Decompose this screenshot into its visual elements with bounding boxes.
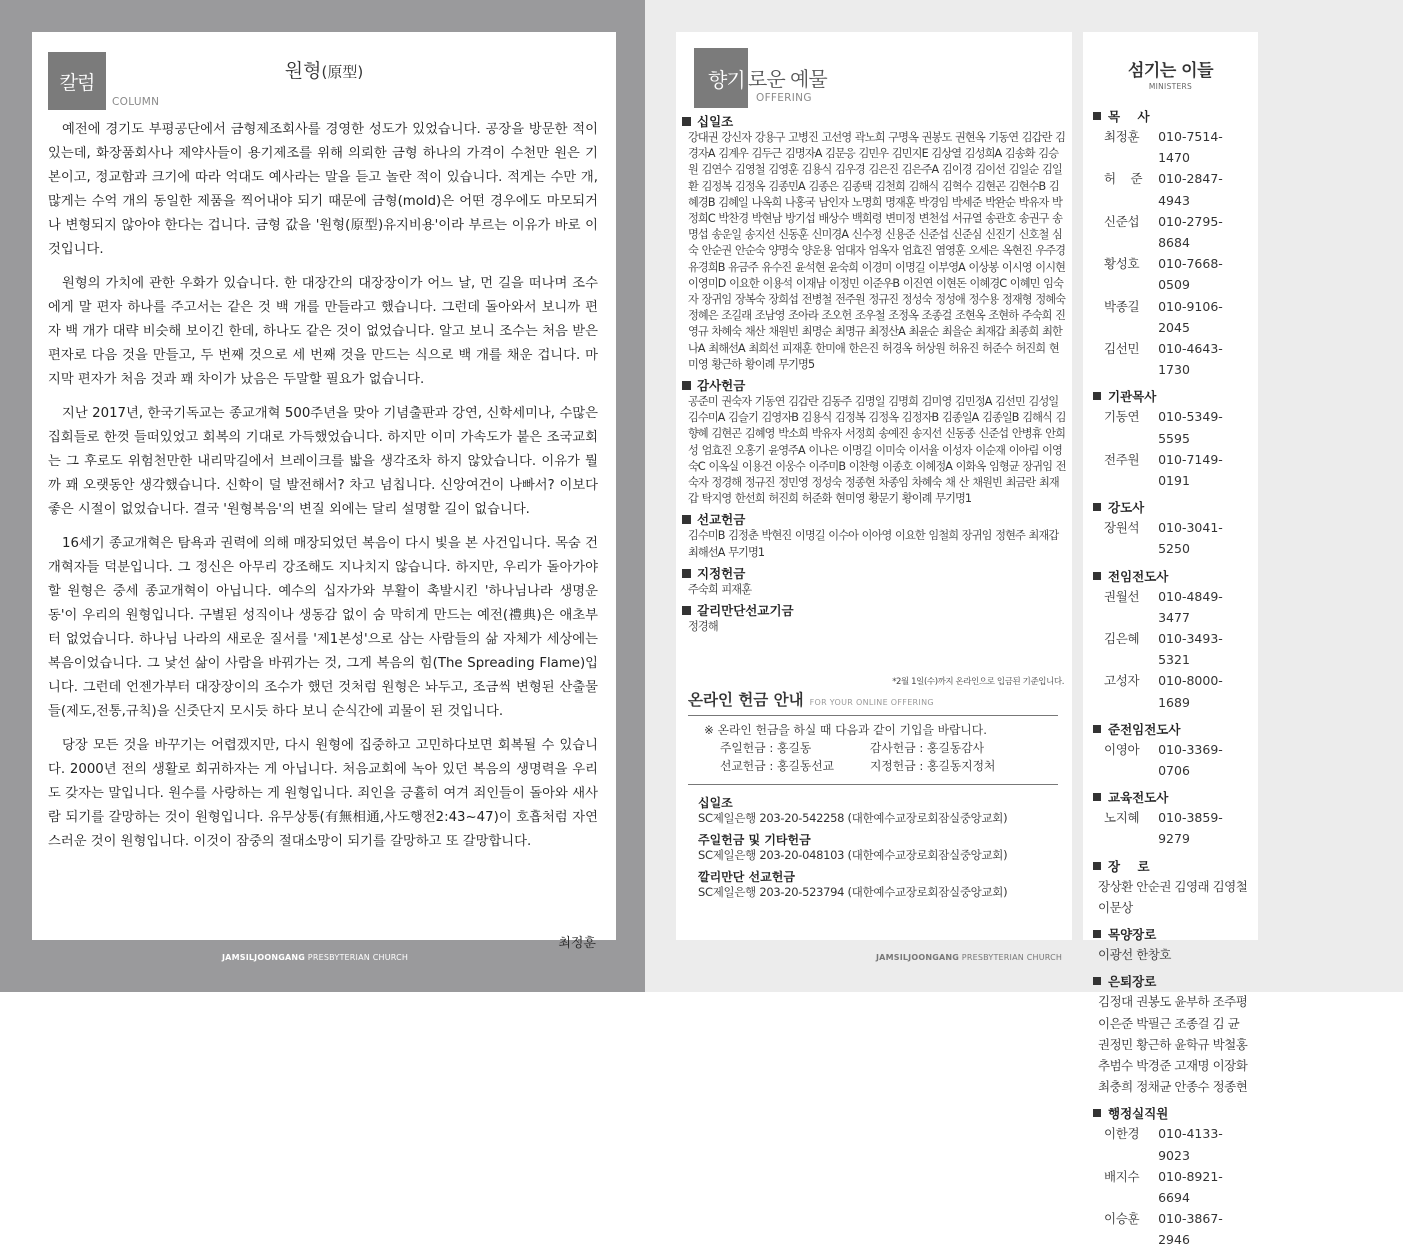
minister-phone: 010-7514-1470 xyxy=(1158,129,1223,166)
minister-phone: 010-4133-9023 xyxy=(1158,1126,1223,1163)
footer-bold: JAMSILJOONGANG xyxy=(876,953,960,962)
offering-group-names: 정경해 xyxy=(688,620,718,634)
footer-left xyxy=(222,953,408,962)
minister-name: 장원석 xyxy=(1104,520,1140,536)
role-label: 전임전도사 xyxy=(1108,568,1169,584)
account-title: 십일조 xyxy=(698,796,733,810)
account-number: SC제일은행 203-20-523794 (대한예수교장로회잠실중앙교회) xyxy=(698,885,1008,899)
online-title-text: 온라인 헌금 안내 xyxy=(688,691,804,709)
offering-group-names: 강대권 강신자 강용구 고병진 고선영 곽노희 구명옥 권봉도 권현옥 기동연 김갑란 김경자A 김계우 김두근 김명자A 김문응 김민우 김민지E 김상열 김성희A 김송화 김승원 김연수 김영철 김영훈 김용식 김우경 김은진 김은주A 김이경 김이선 김일순 김일환 김정복 김정옥 김종민A 김종은 김종택 김천희 김해식 김혁수 김현곤 김현수B 김혜경B 김혜일 나옥희 나홍국 남인자 노명희 명재훈 박경임 박세준 박완순 박유자 박정희C 박찬경 박현남 방기섭 배상수 백희령 변미정 변천섭 서규열 송관호 송권구 송명섭 송운일 송지선 신동훈 신미경A 신수정 신용준 신준섭 신준심 신진기 신호철 심숙 안순권 안순숙 양명숙 양운용 엄대자 엄옥자 엄효진 염영훈 오세은 옥현진 우주경 유경희B 유금주 유수진 윤석현 윤숙희 이경미 이명길 이부영A 이상봉 이시영 이시현 이영미D 이요한 이용석 이재남 이정민 이준우B 이진연 이현돈 이혜경C 이혜민 임숙자 장귀임 장복숙 장희섭 전병철 전주원 정규진 정성숙 정성애 정수용 정재형 정혜숙 정혜은 조길래 조남영 조아라 조오헌 조우철 조정옥 조종걸 조현옥 조현하 주숙희 진영규 차혜숙 채산 채원빈 최명순 최명규 최정산A 최윤순 최을순 최재갑 최종희 최한나A 최해선A 최희선 피재훈 한미애 한은진 허경옥 허상원 허유진 허준수 허진희 현미영 황근하 황이례 무기명5 xyxy=(688,131,1066,371)
offering-group-heading xyxy=(682,603,1066,619)
bullet-square-icon xyxy=(1093,572,1101,580)
minister-name: 박종길 xyxy=(1104,298,1140,314)
minister-name: 최정훈 xyxy=(1104,129,1140,144)
minister-entry xyxy=(1093,670,1253,712)
minister-phone: 010-3041-5250 xyxy=(1158,520,1223,557)
offering-group-label: 지정헌금 xyxy=(697,565,746,581)
paragraph: 지난 2017년, 한국기독교는 종교개혁 500주년을 맞아 기념출판과 강연, 신학세미나, 수많은 집회들로 한껏 들떠있었고 회복의 기대로 가득했었습니다. 하지만 이미 가속도가 붙은 조국교회는 그 후로도 위험천만한 내리막길에서 브레이크를 밟을 생각조차 하지 않았습니다. 이유가 뭘까 꽤 오랫동안 생각했습니다. 신학이 덜 발전해서? 차고 넘칩니다. 신앙여건이 나빠서? 이보다 좋은 시절이 없었습니다. 결국 '원형복음'의 변질 외에는 달리 설명할 길이 없습니다. xyxy=(48,406,598,517)
minister-name: 배지수 xyxy=(1104,1168,1140,1184)
online-item: 주일헌금 : 홍길동 xyxy=(720,741,812,755)
minister-name: 전주원 xyxy=(1104,451,1140,467)
minister-entry xyxy=(1093,628,1253,670)
minister-entry xyxy=(1093,807,1253,849)
online-row xyxy=(704,739,1058,757)
title-rest: 로운 예물 xyxy=(748,67,827,91)
paragraph: 16세기 종교개혁은 탐욕과 권력에 의해 매장되었던 복음이 다시 빛을 본 사건입니다. 목숨 건 개혁자들 덕분입니다. 그 정신은 아무리 강조해도 지나치지 않습니다. 하지만, 우리가 돌아가야 할 원형은 중세 종교개혁이 아닙니다. 예수의 십자가와 부활이 촉발시킨 '하나님나라 생명운동'이 우리의 원형입니다. 구별된 성직이나 생동감 없이 숨 막히게 만드는 예전(禮典)은 애초부터 없었습니다. 하나님 나라의 새로운 질서를 '제1본성'으로 삼는 사람들의 삶 자체가 세상에는 복음이었습니다. 그 낯선 삶이 사람을 바꿔가는 것, 그게 복음의 힘(The Spreading Flame)입니다. 그런데 언젠가부터 대장장이의 조수가 했던 것처럼 원형은 놔두고, 조금씩 변형된 산출물들(제도,전통,규칙)을 신줏단지 모시듯 하다 보니 순식간에 괴물이 된 것입니다. xyxy=(48,536,598,719)
offering-group-heading xyxy=(682,566,1066,582)
role-label: 은퇴장로 xyxy=(1108,974,1157,990)
title-hanja: (原型) xyxy=(321,63,364,81)
minister-entry xyxy=(1093,586,1253,628)
minister-entry xyxy=(1093,1166,1253,1208)
role-heading xyxy=(1093,388,1253,406)
offering-sub: OFFERING xyxy=(756,92,812,104)
title-dark: 향기 xyxy=(708,67,745,92)
offering-group-label: 선교헌금 xyxy=(697,512,746,528)
minister-phone: 010-7149-0191 xyxy=(1158,451,1223,489)
elder-names: 장상환 안순권 김영래 김영철 이문상 xyxy=(1098,878,1248,915)
online-item: 지정헌금 : 홍길동지정처 xyxy=(870,759,996,773)
minister-entry xyxy=(1093,406,1253,448)
minister-entry xyxy=(1093,211,1253,253)
minister-phone: 010-5349-5595 xyxy=(1158,409,1223,446)
bullet-square-icon xyxy=(682,515,691,524)
offering-group-label: 감사헌금 xyxy=(697,378,746,394)
minister-phone: 010-4849-3477 xyxy=(1158,588,1223,625)
role-heading xyxy=(1093,568,1253,586)
elder-names: 김정대 권봉도 윤부하 조주평 이은준 박필근 조종걸 김 균 권정민 황근하 윤학규 박철홍 추범수 박경준 고재명 이장화 최충희 정채균 안종수 정종현 xyxy=(1098,994,1248,1095)
bullet-square-icon xyxy=(682,381,691,390)
role-heading xyxy=(1093,858,1253,876)
minister-name: 이영아 xyxy=(1104,741,1140,757)
offering-group-heading xyxy=(682,114,1066,130)
minister-entry xyxy=(1093,1208,1253,1250)
minister-phone: 010-7668-0509 xyxy=(1158,256,1223,293)
footer-right xyxy=(876,953,1062,962)
offering-groups xyxy=(682,112,1066,640)
bullet-square-icon xyxy=(682,606,691,615)
minister-name: 황성호 xyxy=(1104,256,1140,272)
minister-name: 이한경 xyxy=(1104,1126,1140,1142)
minister-entry xyxy=(1093,296,1253,338)
footer-rest: PRESBYTERIAN CHURCH xyxy=(959,953,1063,962)
ministers-sub: MINISTERS xyxy=(1148,82,1193,91)
section-sub: COLUMN xyxy=(112,96,160,108)
minister-entry xyxy=(1093,126,1253,168)
online-offering xyxy=(688,688,1058,900)
bullet-square-icon xyxy=(1093,1109,1101,1117)
offering-group-heading xyxy=(682,512,1066,528)
account-number: SC제일은행 203-20-542258 (대한예수교장로회잠실중앙교회) xyxy=(698,811,1008,825)
offering-group-label: 십일조 xyxy=(697,114,734,129)
minister-name: 허 준 xyxy=(1104,171,1143,187)
section-label: 칼럼 xyxy=(59,71,95,94)
bullet-square-icon xyxy=(1093,977,1101,985)
divider xyxy=(688,784,1058,785)
online-title xyxy=(688,688,1058,710)
bullet-square-icon xyxy=(1093,112,1101,120)
minister-phone: 010-8921-6694 xyxy=(1158,1168,1223,1205)
role-label: 목양장로 xyxy=(1108,927,1157,943)
minister-name: 김선민 xyxy=(1104,341,1140,357)
bullet-square-icon xyxy=(1093,862,1101,870)
role-label: 준전임전도사 xyxy=(1108,721,1181,737)
account-list xyxy=(688,795,1058,900)
bullet-square-icon xyxy=(1093,725,1101,733)
minister-name: 고성자 xyxy=(1104,673,1140,689)
offering-note: *2월 1일(수)까지 온라인으로 입금된 기준입니다. xyxy=(892,677,1064,687)
minister-phone: 010-2795-8684 xyxy=(1158,213,1223,251)
minister-entry xyxy=(1093,253,1253,295)
minister-phone: 010-3493-5321 xyxy=(1158,631,1223,668)
page-title xyxy=(32,56,616,83)
minister-entry xyxy=(1093,338,1253,380)
offering-group-names: 주숙희 피재훈 xyxy=(688,582,752,596)
role-label: 교육전도사 xyxy=(1108,790,1169,806)
offering-group-names: 공준미 권숙자 기동연 김갑란 김동주 김명일 김명희 김미영 김민정A 김선민 김성일 김수미A 김슬기 김영자B 김용식 김정복 김정옥 김정자B 김종일A 김종일B 김해식 김향혜 김현곤 김혜영 박소희 박유자 서정희 송예진 송지선 신동종 신준섭 안병휴 안희성 엄효진 오홍기 윤영주A 이나은 이명길 이미숙 이서율 이성자 이순재 이아림 이영숙C 이옥실 이용건 이웅수 이주미B 이찬형 이종호 이혜정A 이화옥 임형균 장귀임 전숙자 정경해 정규진 정민영 정성숙 정종현 차종임 차혜숙 채 산 채원빈 최금란 최재갑 탁지영 한선희 허진희 허준화 현미영 황문기 황이례 무기명1 xyxy=(688,395,1066,506)
minister-phone: 010-2847-4943 xyxy=(1158,171,1223,208)
ministers-panel xyxy=(1083,32,1258,1248)
minister-entry xyxy=(1093,168,1253,210)
minister-entry xyxy=(1093,1123,1253,1165)
account-title: 깔리만단 선교헌금 xyxy=(698,870,795,884)
footer-bold: JAMSILJOONGANG xyxy=(222,953,306,962)
footer-rest: PRESBYTERIAN CHURCH xyxy=(305,953,409,962)
role-label: 행정실직원 xyxy=(1108,1106,1169,1122)
role-heading xyxy=(1093,973,1253,991)
minister-phone: 010-8000-1689 xyxy=(1158,673,1223,710)
bullet-square-icon xyxy=(1093,793,1101,801)
minister-phone: 010-3369-0706 xyxy=(1158,741,1223,779)
minister-name: 이승훈 xyxy=(1104,1211,1140,1227)
offering-group-names: 김수미B 김정춘 박현진 이명길 이수아 이아영 이요한 임철희 장귀임 정현주 최재갑 최해선A 무기명1 xyxy=(688,529,1059,559)
column-panel xyxy=(32,32,616,951)
minister-name: 신준섭 xyxy=(1104,213,1140,229)
minister-entry xyxy=(1093,517,1253,559)
column-body xyxy=(48,118,598,864)
minister-name: 기동연 xyxy=(1104,409,1140,425)
minister-name: 김은혜 xyxy=(1104,631,1140,647)
minister-entry xyxy=(1093,739,1253,781)
bullet-square-icon xyxy=(1093,392,1101,400)
minister-phone: 010-4643-1730 xyxy=(1158,341,1223,378)
offering-group-heading xyxy=(682,378,1066,394)
title-text: 원형 xyxy=(284,60,322,82)
ministers-title: 섬기는 이들 xyxy=(1127,61,1214,81)
elder-names: 이광선 한창호 xyxy=(1098,947,1171,963)
online-sub: FOR YOUR ONLINE OFFERING xyxy=(809,698,934,707)
role-label: 장 로 xyxy=(1108,858,1150,874)
bullet-square-icon xyxy=(682,117,691,126)
minister-phone: 010-9106-2045 xyxy=(1158,298,1223,335)
bullet-square-icon xyxy=(1093,930,1101,938)
offering-group-label: 갈리만단선교기금 xyxy=(697,603,794,619)
minister-phone: 010-3859-9279 xyxy=(1158,810,1223,847)
online-intro: ※ 온라인 헌금을 하실 때 다음과 같이 기입을 바랍니다. xyxy=(704,723,987,737)
online-item: 선교헌금 : 홍길동선교 xyxy=(720,759,835,773)
role-label: 목 사 xyxy=(1108,109,1150,124)
offering-title-box xyxy=(694,48,748,108)
role-heading xyxy=(1093,499,1253,517)
online-item: 감사헌금 : 홍길동감사 xyxy=(870,741,985,755)
paragraph: 원형의 가치에 관한 우화가 있습니다. 한 대장간의 대장장이가 어느 날, 먼 길을 떠나며 조수에게 말 편자 하나를 주고서는 같은 것 백 개를 만들라고 했습니다. 그런데 돌아와서 보니까 편자 백 개가 대략 비슷해 보이긴 한데, 하나도 같은 것이 없었습니다. 알고 보니 조수는 처음 받은 편자로 다음 것을 만들고, 두 번째 것으로 세 번째 것을 만드는 식으로 백 개를 채운 겁니다. 마지막 편자가 처음 것과 꽤 차이가 났음은 두말할 필요가 없습니다. xyxy=(48,276,598,387)
role-label: 강도사 xyxy=(1108,500,1145,516)
author: 최정훈 xyxy=(558,936,596,951)
role-heading xyxy=(1093,926,1253,944)
role-heading xyxy=(1093,789,1253,807)
online-row xyxy=(704,757,1058,775)
minister-phone: 010-3867-2946 xyxy=(1158,1211,1223,1248)
role-heading xyxy=(1093,721,1253,739)
bullet-square-icon xyxy=(682,569,691,578)
role-heading xyxy=(1093,1105,1253,1123)
paragraph: 예전에 경기도 부평공단에서 금형제조회사를 경영한 성도가 있었습니다. 공장을 방문한 적이 있는데, 화장품회사나 제약사들이 용기제조를 위해 의뢰한 금형 하나의 가격이 수천만 원은 기본이고, 정교함과 크기에 따라 억대도 예사라는 말을 듣고 놀란 적이 있습니다. 적게는 수만 개, 많게는 수억 개의 동일한 제품을 찍어내야 되기 때문에 금형(mold)은 어떤 경우에도 마모되거나 변형되지 않아야 한다는 겁니다. 금형 값을 '원형(原型)유지비용'이라 부르는 이유가 바로 이것입니다. xyxy=(48,122,598,257)
minister-name: 권월선 xyxy=(1104,588,1140,604)
minister-name: 노지혜 xyxy=(1104,810,1140,826)
ministers-list xyxy=(1093,100,1253,1251)
role-heading xyxy=(1093,108,1253,126)
minister-entry xyxy=(1093,449,1253,491)
account-number: SC제일은행 203-20-048103 (대한예수교장로회잠실중앙교회) xyxy=(698,848,1008,862)
bullet-square-icon xyxy=(1093,503,1101,511)
offering-panel xyxy=(676,32,1072,940)
online-instructions xyxy=(688,716,1058,779)
role-label: 기관목사 xyxy=(1108,389,1157,405)
account-title: 주일헌금 및 기타헌금 xyxy=(698,833,811,847)
paragraph: 당장 모든 것을 바꾸기는 어렵겠지만, 다시 원형에 집중하고 고민하다보면 회복될 수 있습니다. 2000년 전의 생활로 회귀하자는 게 아닙니다. 처음교회에 녹아 있던 복음의 생명력을 우리도 갖자는 말입니다. 원수를 사랑하는 게 원형입니다. 죄인을 긍휼히 여겨 죄인들이 돌아와 새사람 되기를 갈망하는 것이 원형입니다. 유무상통(有無相通,사도행전2:43~47)이 호흡처럼 자연스러운 것이 원형입니다. 이것이 잠중의 절대소망이 되기를 갈망하고 또 갈망합니다. xyxy=(48,738,598,849)
